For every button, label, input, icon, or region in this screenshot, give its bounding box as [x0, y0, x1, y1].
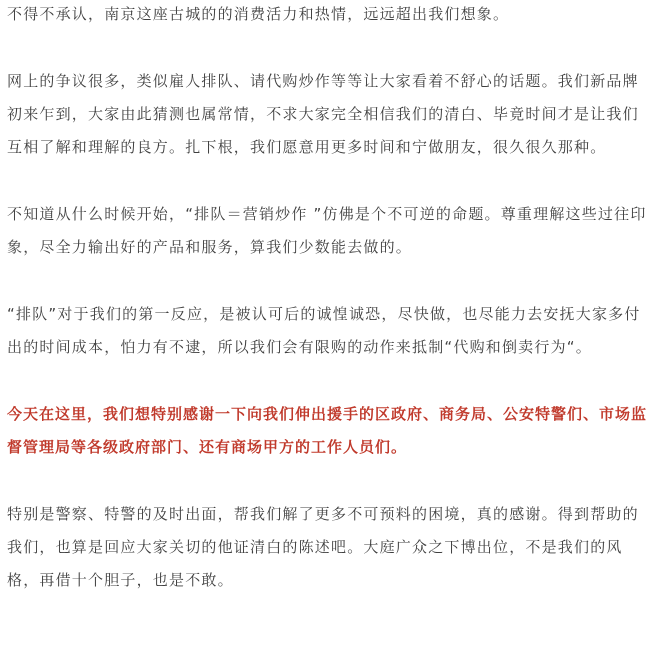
paragraph-queue-response: “排队”对于我们的第一反应，是被认可后的诚惶诚恐，尽快做，也尽能力去安抚大家多付出的时间成本，怕力有不逮，所以我们会有限购的动作来抵制“代购和倒卖行为“。 [7, 305, 641, 356]
article-body [7, 0, 647, 597]
paragraph-controversy: 网上的争议很多，类似雇人排队、请代购炒作等等让大家看着不舒心的话题。我们新品牌初来乍到，大家由此猜测也属常情，不求大家完全相信我们的清白、毕竟时间才是让我们互相了解和理解的良方。扎下根，我们愿意用更多时间和宁做朋友，很久很久那种。 [7, 72, 639, 156]
paragraph-police-thanks: 特别是警察、特警的及时出面，帮我们解了更多不可预料的困境，真的感谢。得到帮助的我们，也算是回应大家关切的他证清白的陈述吧。大庭广众之下博出位，不是我们的风格，再借十个胆子，也是不敢。 [7, 505, 639, 589]
paragraph-spacer [7, 31, 647, 65]
paragraph-spacer [7, 264, 647, 298]
paragraph-spacer [7, 164, 647, 198]
paragraph-queue-marketing: 不知道从什么时候开始，“排队＝营销炒作 ”仿佛是个不可逆的命题。尊重理解这些过往印象，尽全力输出好的产品和服务，算我们少数能去做的。 [7, 205, 647, 256]
paragraph-spacer [7, 364, 647, 398]
paragraph-thanks-highlight: 今天在这里，我们想特别感谢一下向我们伸出援手的区政府、商务局、公安特警们、市场监督管理局等各级政府部门、还有商场甲方的工作人员们。 [7, 405, 648, 456]
paragraph-spacer [7, 464, 647, 498]
paragraph-intro: 不得不承认，南京这座古城的的消费活力和热情，远远超出我们想象。 [7, 5, 510, 23]
